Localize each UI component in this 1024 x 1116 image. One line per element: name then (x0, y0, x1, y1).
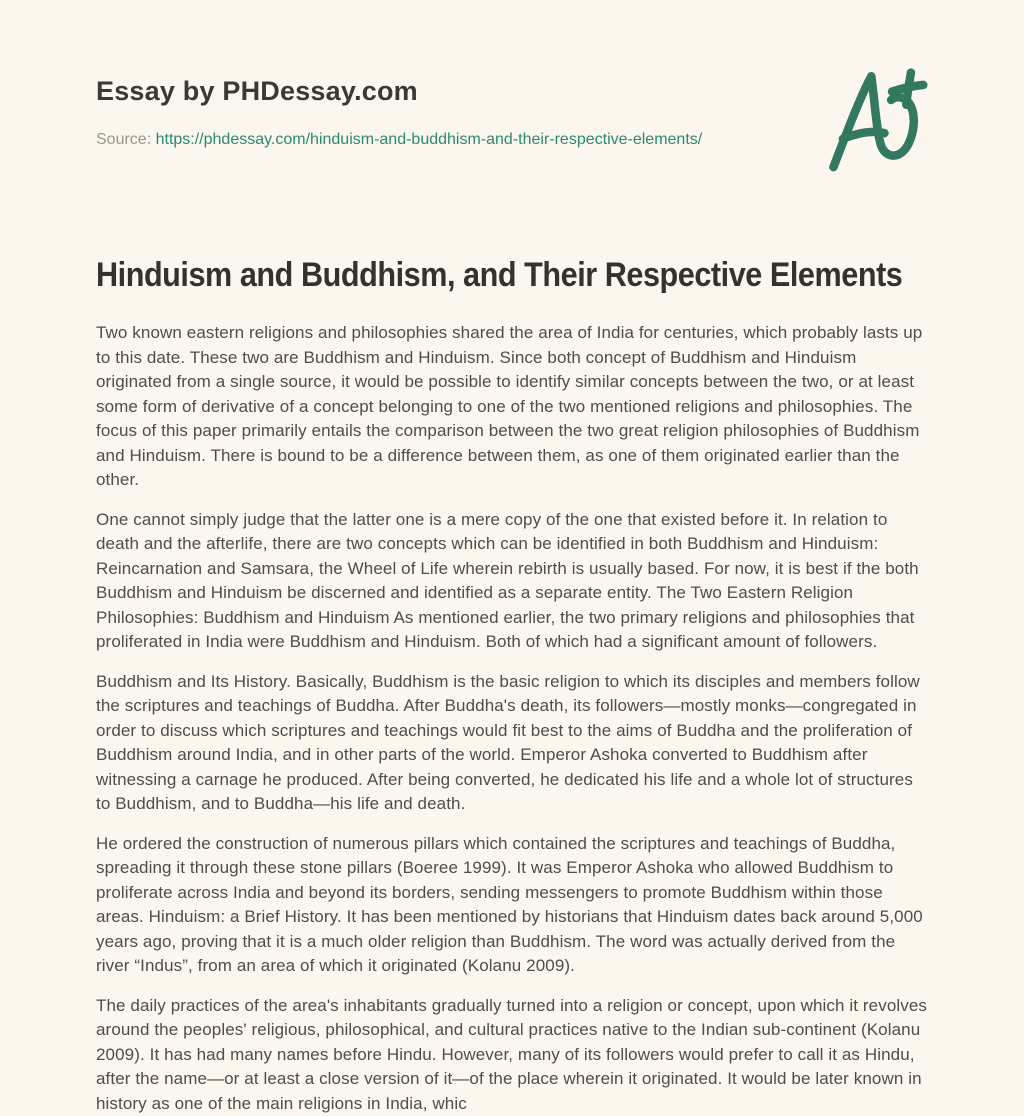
source-line (96, 131, 702, 149)
essay-title: Hinduism and Buddhism, and Their Respective Elements (96, 256, 845, 295)
essay-paragraph-1: Two known eastern religions and philosophies shared the area of India for centuries, which probably lasts up to this date. These two are Buddhism and Hinduism. Since both concept of Buddhism and Hinduism originated from a single source, it would be possible to identify similar concepts between the two, or at least some form of derivative of a concept belonging to one of the two mentioned religions and philosophies. The focus of this paper primarily entails the comparison between the two great religion philosophies of Buddhism and Hinduism. There is bound to be a difference between them, as one of them originated earlier than the other. (96, 321, 928, 493)
a-plus-logo-icon (824, 60, 928, 176)
essay-paragraph-2: One cannot simply judge that the latter one is a mere copy of the one that existed before it. In relation to death and the afterlife, there are two concepts which can be identified in both Buddhism and Hinduism: Reincarnation and Samsara, the Wheel of Life wherein rebirth is usually based. For now, it is best if the both Buddhism and Hinduism be discerned and identified as a separate entity. The Two Eastern Religion Philosophies: Buddhism and Hinduism As mentioned earlier, the two primary religions and philosophies that proliferated in India were Buddhism and Hinduism. Both of which had a significant amount of followers. (96, 508, 928, 655)
site-title: Essay by PHDessay.com (96, 76, 702, 107)
source-link[interactable]: https://phdessay.com/hinduism-and-buddhism-and-their-respective-elements/ (156, 131, 703, 148)
essay-paragraph-5: The daily practices of the area's inhabitants gradually turned into a religion or concept, upon which it revolves around the peoples' religious, philosophical, and cultural practices native to the Indian sub-continent (Kolanu 2009). It has had many names before Hindu. However, many of its followers would prefer to call it as Hindu, after the name—or at least a close version of it—of the place wherein it originated. It would be later known in history as one of the main religions in India, whic (96, 994, 928, 1116)
phdessay-logo (824, 60, 928, 176)
source-label: Source: (96, 131, 151, 148)
essay-paragraph-4: He ordered the construction of numerous pillars which contained the scriptures and teachings of Buddha, spreading it through these stone pillars (Boeree 1999). It was Emperor Ashoka who allowed Buddhism to proliferate across India and beyond its borders, sending messengers to promote Buddhism within those areas. Hinduism: a Brief History. It has been mentioned by historians that Hinduism dates back around 5,000 years ago, proving that it is a much older religion than Buddhism. The word was actually derived from the river “Indus”, from an area of which it originated (Kolanu 2009). (96, 832, 928, 979)
essay-body (96, 321, 928, 1116)
essay-paragraph-3: Buddhism and Its History. Basically, Buddhism is the basic religion to which its disciples and members follow the scriptures and teachings of Buddha. After Buddha's death, its followers—mostly monks—congregated in order to discuss which scriptures and teachings would fit best to the aims of Buddha and the proliferation of Buddhism around India, and in other parts of the world. Emperor Ashoka converted to Buddhism after witnessing a carnage he produced. After being converted, he dedicated his life and a whole lot of structures to Buddhism, and to Buddha—his life and death. (96, 670, 928, 817)
essay-content (96, 256, 928, 1116)
header-text-block (96, 60, 702, 149)
page-header (96, 60, 928, 176)
